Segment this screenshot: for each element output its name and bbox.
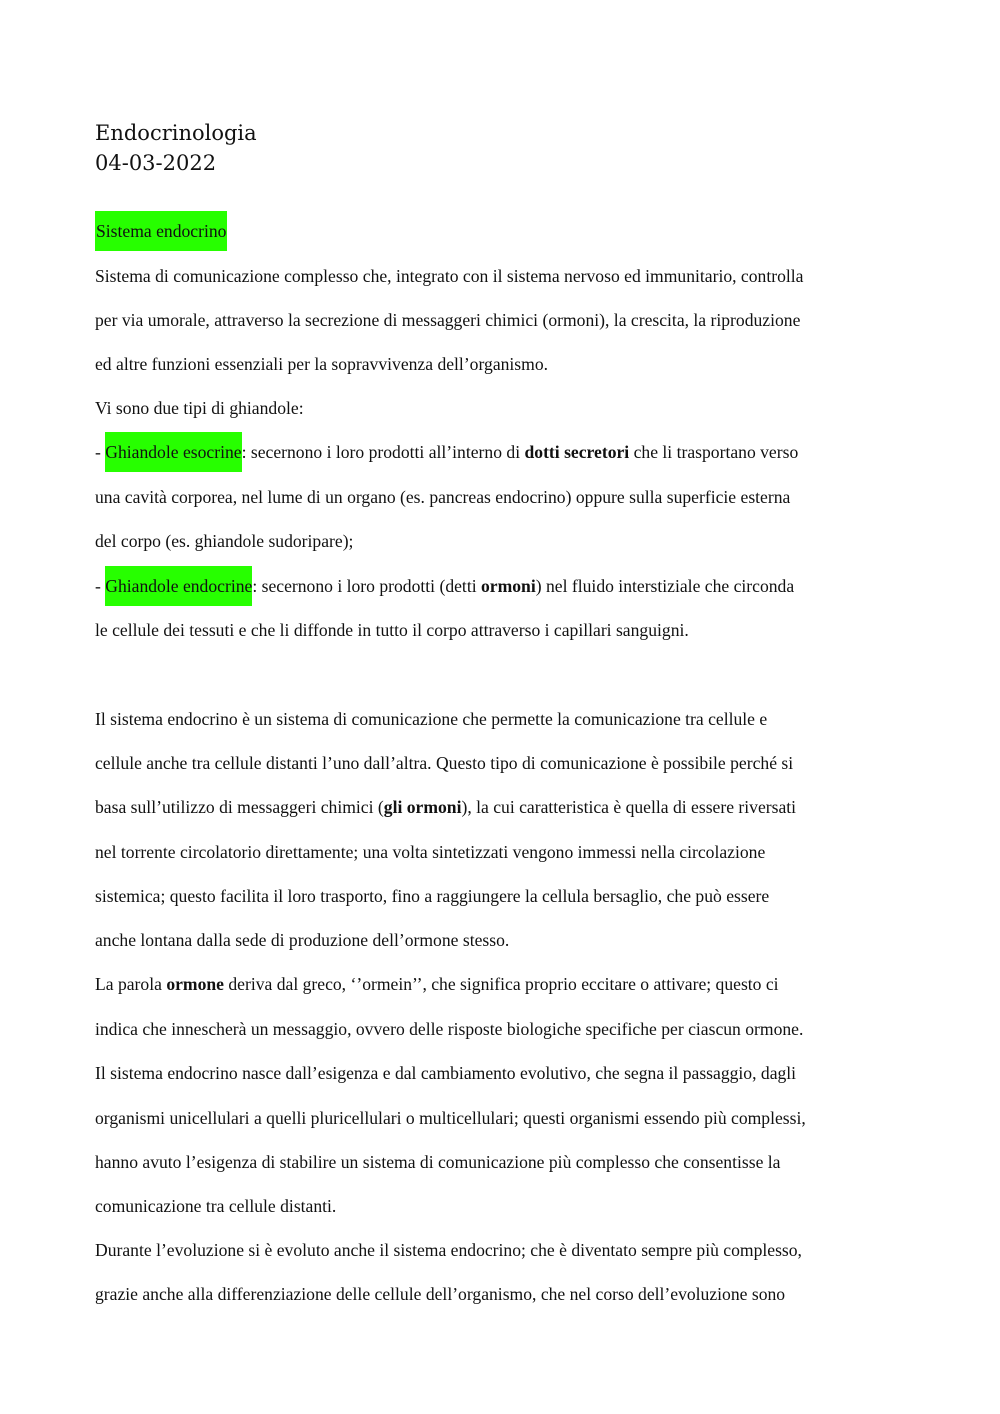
text-span: ), la cui caratteristica è quella di essere riversati xyxy=(461,797,797,817)
paragraph-line: Il sistema endocrino è un sistema di comunicazione che permette la comunicazione tra cellule e xyxy=(95,709,768,729)
section-heading-highlight: Sistema endocrino xyxy=(95,211,227,251)
text-span: che li trasportano verso xyxy=(629,442,799,462)
list-item-exocrine xyxy=(95,440,798,464)
text-span: : secernono i loro prodotti all’interno di xyxy=(241,442,525,462)
text-span: basa sull’utilizzo di messaggeri chimici ( xyxy=(95,797,384,817)
paragraph-line xyxy=(95,795,796,819)
paragraph-line: organismi unicellulari a quelli pluricellulari o multicellulari; questi organismi essendo più complessi, xyxy=(95,1108,806,1128)
paragraph-line: anche lontana dalla sede di produzione dell’ormone stesso. xyxy=(95,930,510,950)
highlight-endocrine-glands: Ghiandole endocrine xyxy=(105,566,252,606)
text-span: La parola xyxy=(95,974,167,994)
list-dash: - xyxy=(95,576,106,596)
paragraph-line: Sistema di comunicazione complesso che, integrato con il sistema nervoso ed immunitario, controlla xyxy=(95,266,804,286)
highlight-exocrine-glands: Ghiandole esocrine xyxy=(105,432,241,472)
section-heading xyxy=(95,219,227,243)
paragraph-line: le cellule dei tessuti e che li diffonde in tutto il corpo attraverso i capillari sanguigni. xyxy=(95,620,689,640)
paragraph-line: per via umorale, attraverso la secrezione di messaggeri chimici (ormoni), la crescita, la riproduzione xyxy=(95,310,801,330)
paragraph-line: Vi sono due tipi di ghiandole: xyxy=(95,398,304,418)
document-title: Endocrinologia xyxy=(95,121,257,145)
paragraph-line xyxy=(95,972,779,996)
paragraph-line: cellule anche tra cellule distanti l’uno dall’altra. Questo tipo di comunicazione è possibile perché si xyxy=(95,753,794,773)
bold-term: gli ormoni xyxy=(383,797,462,817)
list-item-endocrine xyxy=(95,574,794,598)
text-span: : secernono i loro prodotti (detti xyxy=(252,576,481,596)
paragraph-line: ed altre funzioni essenziali per la sopravvivenza dell’organismo. xyxy=(95,354,549,374)
bold-term: ormone xyxy=(166,974,224,994)
paragraph-line: grazie anche alla differenziazione delle cellule dell’organismo, che nel corso dell’evoluzione sono xyxy=(95,1284,786,1304)
bold-term: dotti secretori xyxy=(524,442,630,462)
paragraph-line: hanno avuto l’esigenza di stabilire un sistema di comunicazione più complesso che consentisse la xyxy=(95,1152,781,1172)
paragraph-line: una cavità corporea, nel lume di un organo (es. pancreas endocrino) oppure sulla superficie esterna xyxy=(95,487,791,507)
paragraph-line: Il sistema endocrino nasce dall’esigenza e dal cambiamento evolutivo, che segna il passaggio, dagli xyxy=(95,1063,797,1083)
bold-term: ormoni xyxy=(481,576,536,596)
paragraph-line: comunicazione tra cellule distanti. xyxy=(95,1196,337,1216)
paragraph-line: nel torrente circolatorio direttamente; una volta sintetizzati vengono immessi nella circolazione xyxy=(95,842,766,862)
text-span: deriva dal greco, ‘’ormein’’, che significa proprio eccitare o attivare; questo ci xyxy=(223,974,779,994)
document-header xyxy=(95,118,257,178)
document-date: 04-03-2022 xyxy=(95,151,217,175)
paragraph-line: sistemica; questo facilita il loro trasporto, fino a raggiungere la cellula bersaglio, che può essere xyxy=(95,886,770,906)
paragraph-line: indica che innescherà un messaggio, ovvero delle risposte biologiche specifiche per ciascun ormone. xyxy=(95,1019,804,1039)
paragraph-line: Durante l’evoluzione si è evoluto anche il sistema endocrino; che è diventato sempre più complesso, xyxy=(95,1240,802,1260)
list-dash: - xyxy=(95,442,106,462)
text-span: ) nel fluido interstiziale che circonda xyxy=(535,576,795,596)
paragraph-line: del corpo (es. ghiandole sudoripare); xyxy=(95,531,354,551)
